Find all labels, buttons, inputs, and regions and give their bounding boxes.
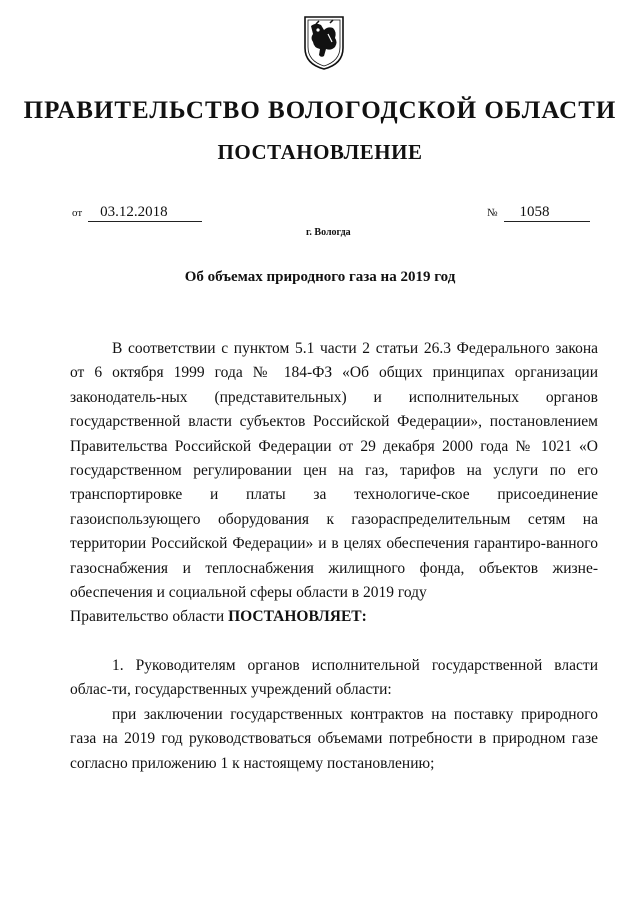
date-prefix: от [72, 207, 83, 219]
coat-of-arms-emblem [302, 14, 346, 72]
date-value: 03.12.2018 [88, 204, 202, 222]
document-number [487, 204, 590, 222]
document-subject: Об объемах природного газа на 2019 год [184, 269, 456, 285]
clause-paragraph: при заключении государственных контрактов на поставку природного газа на 2019 год руководствоваться объемами потребности в природном газе согласно приложению 1 к настоящему постановлению; [70, 705, 598, 772]
government-title: ПРАВИТЕЛЬСТВО ВОЛОГОДСКОЙ ОБЛАСТИ [23, 97, 617, 124]
resolves-prefix: Правительство области [70, 608, 225, 626]
number-prefix: № [487, 207, 498, 219]
preamble-paragraph: В соответствии с пунктом 5.1 части 2 статьи 26.3 Федерального закона от 6 октября 1999 года № 184-ФЗ «Об общих принципах организации законодатель-ных (представительных) и исполнительных органов государственной власти субъектов Российской Федерации», постановлением Правительства Российской Федерации от 29 декабря 2000 года № 1021 «О государственном регулировании цен на газ, тарифов на услуги по его транспортировке и платы за технологиче-ское присоединение газоиспользующего оборудования к газораспределительным сетям на территории Российской Федерации» и в целях обеспечения гарантиро-ванного газоснабжения и теплоснабжения жилищного фонда, объектов жизне-обеспечения и социальной сферы области в 2019 году [70, 340, 598, 602]
resolves-line [70, 605, 598, 629]
document-date [72, 204, 202, 222]
number-value: 1058 [504, 204, 590, 222]
resolves-verb: ПОСТАНОВЛЯЕТ: [228, 608, 367, 626]
city-label: г. Вологда [306, 227, 351, 238]
clause-paragraph: 1. Руководителям органов исполнительной государственной власти облас-ти, государственных учреждений области: [70, 656, 598, 699]
paragraph-gap [70, 630, 598, 654]
document-body [70, 337, 598, 776]
document-type: ПОСТАНОВЛЕНИЕ [217, 140, 423, 164]
